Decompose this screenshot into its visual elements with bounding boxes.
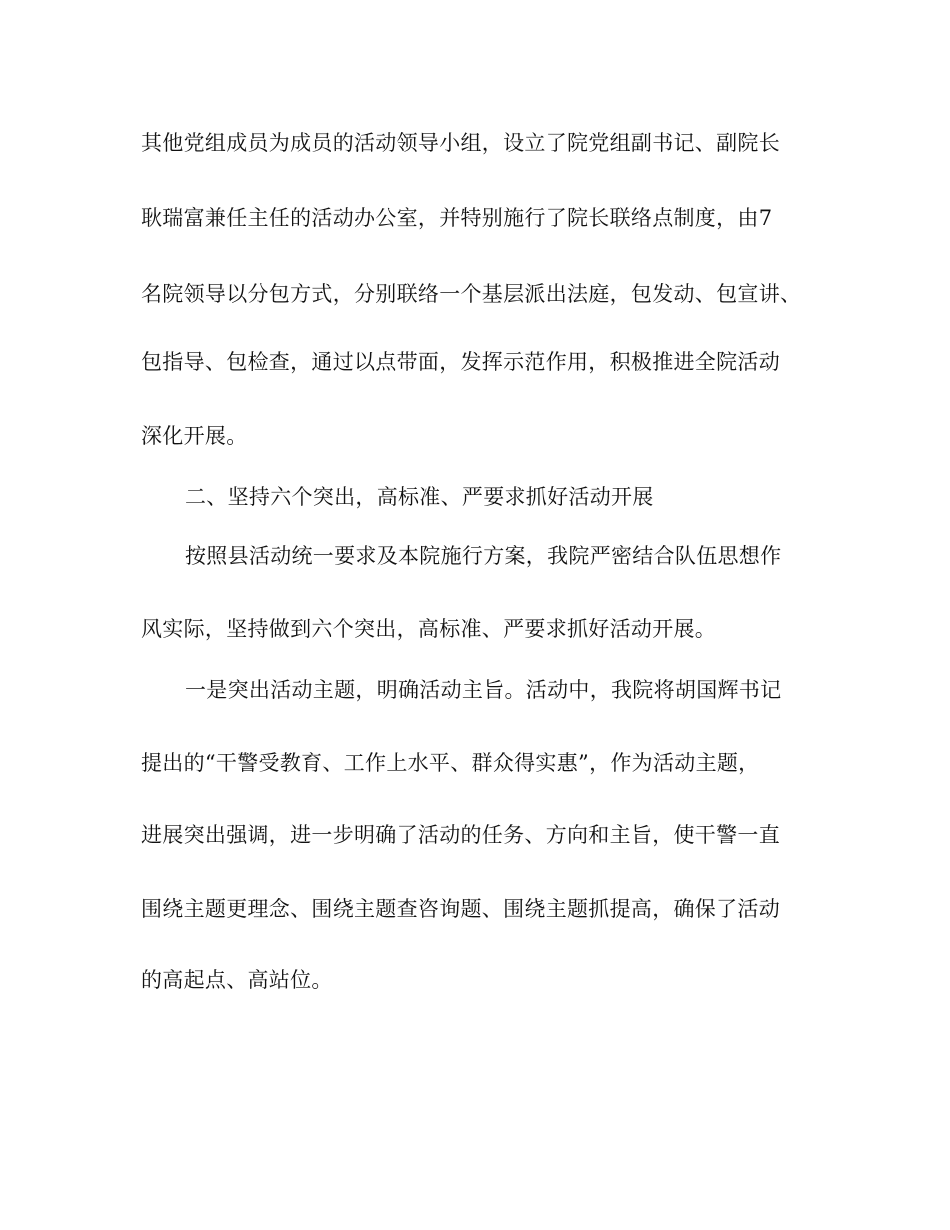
text-line: 深化开展。: [141, 424, 248, 448]
text-line: 风实际，坚持做到六个突出，高标准、严要求抓好活动开展。: [141, 617, 717, 641]
text-line: 其他党组成员为成员的活动领导小组，设立了院党组副书记、副院长: [141, 131, 780, 155]
text-line: 耿瑞富兼任主任的活动办公室，并特别施行了院长联络点制度，由7: [141, 206, 773, 230]
section-heading: 二、坚持六个突出，高标准、严要求抓好活动开展: [185, 485, 654, 509]
text-line: 围绕主题更理念、围绕主题查咨询题、围绕主题抓提高，确保了活动: [141, 897, 780, 921]
text-line: 的高起点、高站位。: [141, 968, 333, 992]
text-line: 一是突出活动主题，明确活动主旨。活动中，我院将胡国辉书记: [185, 678, 782, 702]
text-line: 进展突出强调，进一步明确了活动的任务、方向和主旨，使干警一直: [141, 823, 780, 847]
text-line: 按照县活动统一要求及本院施行方案，我院严密结合队伍思想作: [185, 544, 782, 568]
text-line: 提出的“干警受教育、工作上水平、群众得实惠”，作为活动主题，: [141, 751, 760, 775]
text-line: 名院领导以分包方式，分别联络一个基层派出法庭，包发动、包宣讲、: [141, 282, 802, 306]
text-line: 包指导、包检查，通过以点带面，发挥示范作用，积极推进全院活动: [141, 350, 780, 374]
